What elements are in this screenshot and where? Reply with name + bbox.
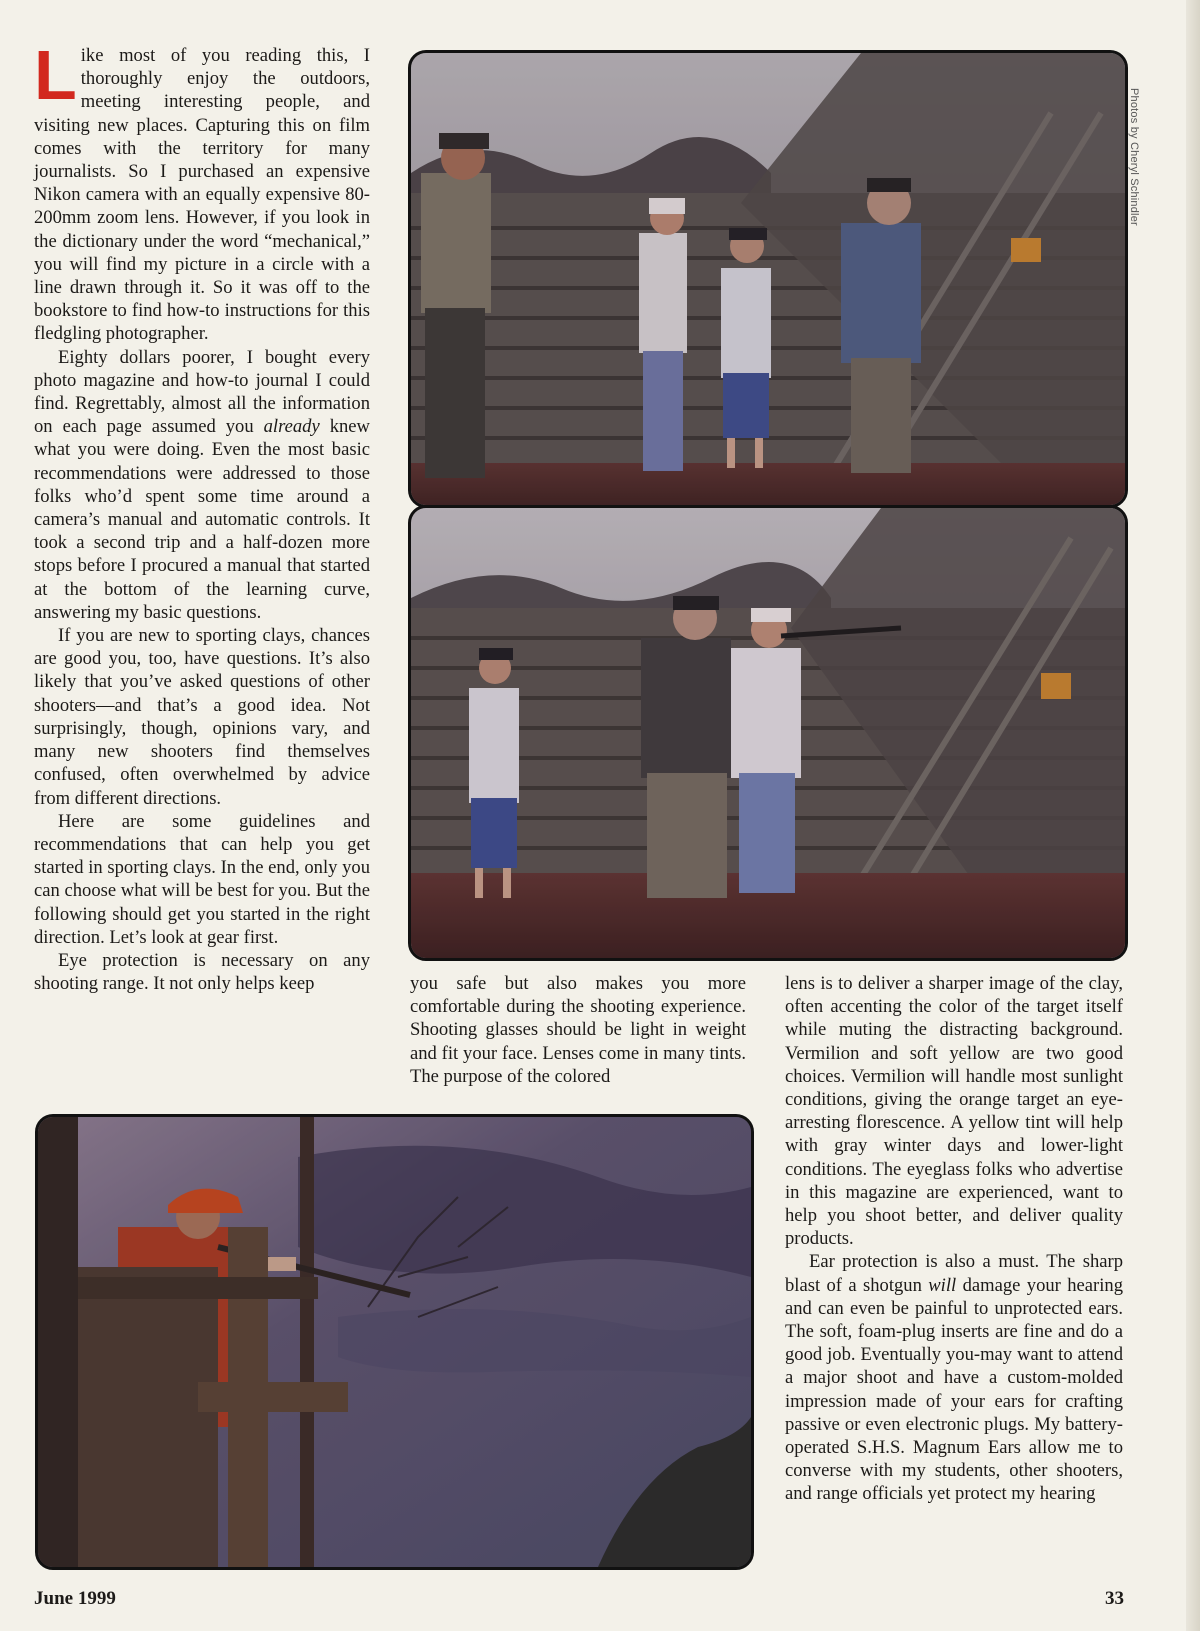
paragraph-2 (34, 346, 370, 624)
paragraph-2-text-b: knew what you were doing. Even the most basic recommendations were addressed to those folks who’d spent some time around a camera’s manual and automatic controls. It took a second trip and a half-dozen more stops before I procured a manual that started at the bottom of the learning curve, answering my basic questions. (34, 416, 370, 623)
paragraph-2-emphasis: already (263, 416, 320, 438)
article-column-1 (34, 36, 370, 995)
paragraph-1 (34, 36, 370, 346)
photo-shooter-in-stand (35, 1114, 754, 1570)
paragraph-8-text-b: damage your hearing and can even be painful to unprotected ears. The soft, foam-plug inserts are fine and do a good job. Eventually you-may want to attend a major shoot and have a custom-molded impression made of your ears for crafting passive or even electronic plugs. My battery-operated S.H.S. Magnum Ears allow me to converse with my students, other shooters, and range officials yet protect my hearing (785, 1274, 1123, 1505)
paragraph-5: Eye protection is necessary on any shooting range. It not only helps keep (34, 949, 370, 995)
photo-instructor-with-boys (408, 50, 1128, 508)
photo-credit: Photos by Cheryl Schindler (1128, 88, 1140, 226)
article-column-3 (785, 972, 1123, 1506)
article-column-2 (410, 972, 746, 1088)
photo-boy-shooting (408, 505, 1128, 961)
paragraph-8 (785, 1250, 1123, 1505)
paragraph-6: you safe but also makes you more comfortable during the shooting experience. Shooting glasses should be light in weight and fit your face. Lenses come in many tints. The purpose of the colored (410, 973, 746, 1087)
paragraph-8-emphasis: will (928, 1274, 957, 1296)
page-number: 33 (1105, 1588, 1124, 1609)
paragraph-8-text-a: Ear protection is also a must. The sharp blast of a shotgun (785, 1251, 1123, 1296)
paragraph-7: lens is to deliver a sharper image of the clay, often accenting the color of the target itself while muting the distracting background. Vermilion and soft yellow are two good choices. Vermilion will handle most sunlight conditions, giving the orange target an eye-arresting florescence. A yellow tint will help with gray winter days and lower-light conditions. The eyeglass folks who advertise in this magazine are experienced, want to help you shoot better, and deliver quality products. (785, 973, 1123, 1250)
issue-date: June 1999 (34, 1588, 116, 1609)
page-edge (1186, 0, 1200, 1631)
photo-3-illustration (38, 1117, 751, 1567)
paragraph-2-text-a: Eighty dollars poorer, I bought every photo magazine and how-to journal I could find. Regrettably, almost all the information on each page assumed you (34, 346, 370, 438)
paragraph-4: Here are some guidelines and recommendations that can help you get started in sporting clays. In the end, only you can choose what will be best for you. But the following should get you started in the right direction. Let’s look at gear first. (34, 810, 370, 948)
photo-1-illustration (411, 53, 1125, 505)
paragraph-1-text: ike most of you reading this, I thoroughly enjoy the outdoors, meeting interesting people, and visiting new places. Capturing this on film comes with the territory for many journalists. So I purchased an expensive Nikon camera with an equally expensive 80-200mm zoom lens. However, if you look in the dictionary under the word “mechanical,” you will find my picture in a circle with a line drawn through it. So it was off to the bookstore to find how-to instructions for this fledgling photographer. (34, 45, 370, 345)
photo-2-illustration (411, 508, 1125, 958)
drop-cap: L (34, 36, 77, 114)
paragraph-3: If you are new to sporting clays, chances are good you, too, have questions. It’s also likely that you’ve asked questions of other shooters—and that’s a good idea. Not surprisingly, though, opinions vary, and many new shooters find themselves confused, often overwhelmed by advice from different directions. (34, 625, 370, 809)
